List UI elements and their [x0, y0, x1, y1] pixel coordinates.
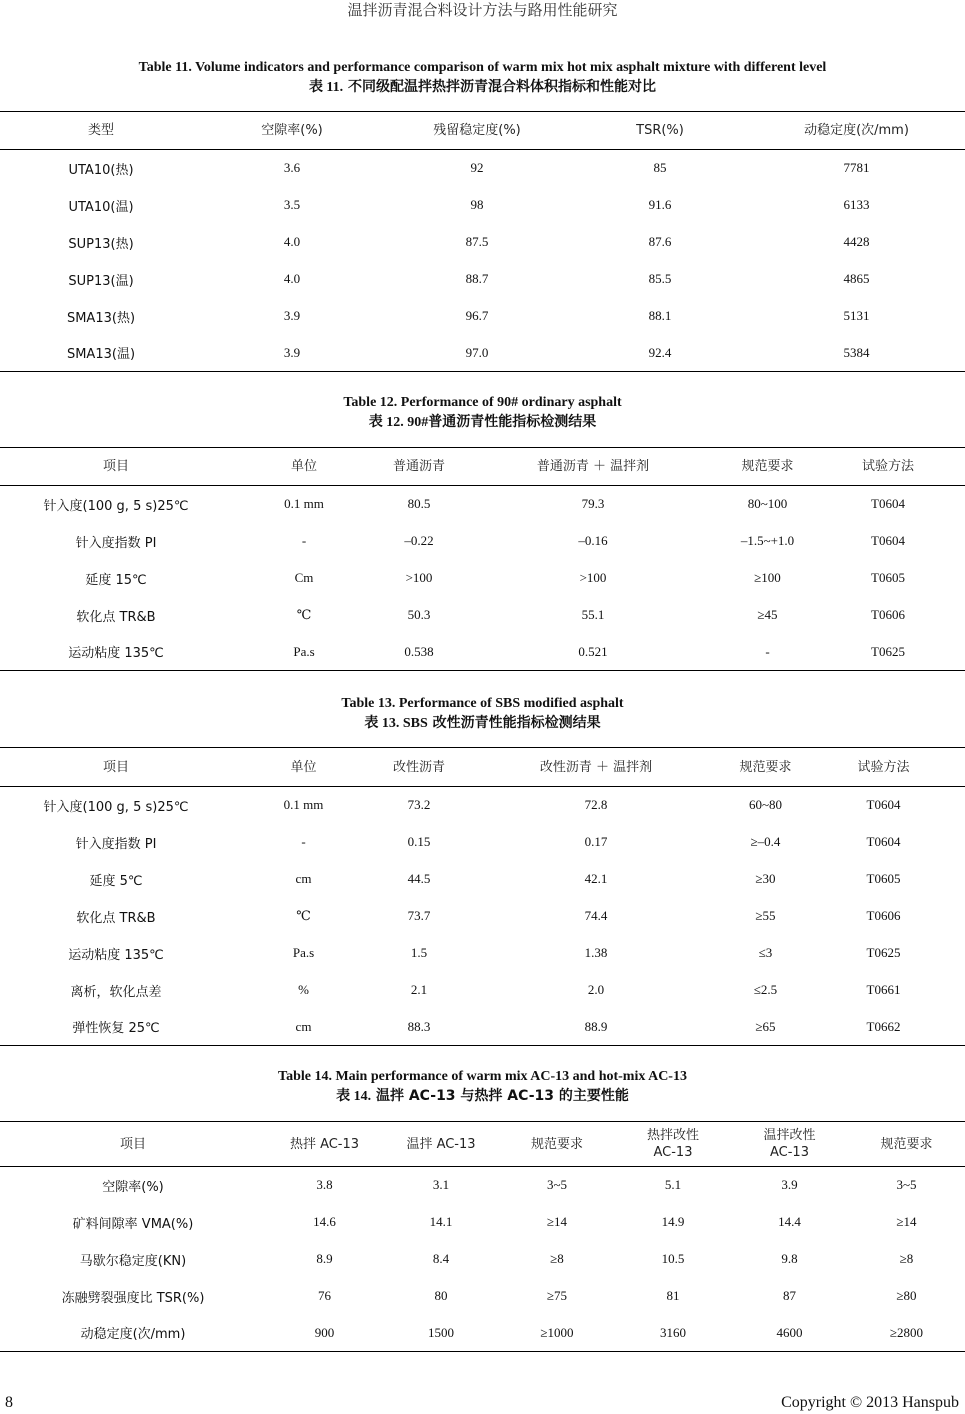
table-row: [0, 597, 965, 634]
table-cell: 80~100: [747, 496, 788, 512]
table-cell: 79.3: [581, 496, 605, 512]
table-cell: 73.7: [407, 908, 431, 923]
table-cell: 10.5: [661, 1251, 685, 1266]
table-row: [0, 1167, 965, 1204]
table-cell: 55.1: [581, 607, 605, 622]
table-cell: 3.9: [781, 1177, 798, 1193]
table-cell: ≥75: [546, 1288, 568, 1303]
table-cell: cm: [295, 871, 312, 886]
table-cell: 98: [470, 197, 484, 212]
row-label-cell: 针入度(100 g, 5 s)25℃: [43, 799, 189, 815]
running-header: 温拌沥青混合料设计方法与路用性能研究: [347, 1, 618, 19]
table-cell: >100: [579, 570, 607, 585]
table-row: [0, 1009, 965, 1046]
table-cell: ≥45: [757, 607, 778, 622]
table-row: [0, 1204, 965, 1241]
table-cell: ≥80: [896, 1288, 917, 1303]
row-label-cell: SUP13(热): [68, 236, 134, 252]
table-cell: 72.8: [584, 797, 608, 813]
table-row: [0, 150, 965, 187]
table-row: [0, 935, 965, 972]
table-cell: T0604: [866, 797, 901, 813]
table-header-row: [0, 448, 965, 486]
table-cell: 0.521: [462, 634, 724, 671]
row-label-cell: 软化点 TR&B: [76, 609, 156, 625]
table-cell: 85: [653, 160, 667, 176]
table-12: [0, 447, 965, 671]
row-label-cell: SUP13(温): [68, 273, 134, 289]
table-cell: T0625: [811, 634, 965, 671]
table-cell: T0606: [866, 908, 901, 923]
table-cell: T0605: [871, 570, 905, 585]
table-cell: 0.1 mm: [283, 797, 324, 813]
table-cell: T0661: [866, 982, 901, 997]
table-cell: 0.15: [407, 834, 431, 849]
column-header: 类型: [0, 112, 202, 150]
table-cell: -: [724, 634, 811, 671]
column-header: 改性沥青 ＋ 温拌剂: [463, 748, 729, 787]
column-header: 普通沥青 ＋ 温拌剂: [462, 448, 724, 486]
row-label-cell: 软化点 TR&B: [76, 910, 156, 926]
table-row: [0, 261, 965, 298]
table-cell: 5131: [843, 308, 870, 323]
table-cell: ≤3: [758, 945, 773, 960]
column-header: TSR(%): [572, 112, 748, 150]
caption-zh-text: 不同级配温拌热拌沥青混合料体积指标和性能对比: [348, 79, 657, 95]
table-cell: 8.4: [432, 1251, 450, 1266]
row-label-cell: 离析，软化点差: [70, 984, 162, 1000]
table-cell: 9.8: [781, 1251, 798, 1266]
caption-zh: [0, 412, 965, 433]
table-cell: >100: [405, 570, 433, 585]
table-cell: 2.0: [587, 982, 605, 997]
column-header: 温拌 AC-13: [383, 1122, 499, 1167]
table-row: [0, 523, 965, 560]
row-label-cell: 延度 15℃: [85, 572, 147, 588]
column-header: 单位: [232, 748, 375, 787]
table-cell: 85.5: [648, 271, 672, 286]
table-cell: ≥14: [896, 1214, 917, 1229]
table-11: [0, 111, 965, 372]
table-row: [0, 187, 965, 224]
column-header: 改性沥青: [375, 748, 463, 787]
table-cell: 73.2: [407, 797, 431, 813]
table-cell: 14.4: [778, 1214, 801, 1229]
table-cell: 87.6: [648, 234, 672, 249]
table-cell: 0.17: [584, 834, 608, 849]
table-cell: ℃: [296, 908, 311, 923]
table-header-row: [0, 1122, 965, 1167]
table-cell: cm: [232, 1009, 375, 1046]
table-cell: 92.4: [572, 335, 748, 372]
table-row: [0, 335, 965, 372]
table-cell: ≥55: [755, 908, 776, 923]
row-label-cell: 空隙率(%): [102, 1179, 164, 1195]
row-label-cell: SMA13(热): [66, 310, 136, 326]
table-cell: T0606: [871, 607, 905, 622]
table-cell: 4428: [843, 234, 870, 249]
table-cell: 1.38: [584, 945, 608, 960]
table-cell: ≥2800: [848, 1315, 965, 1352]
table-cell: ≥8: [550, 1251, 564, 1266]
table-cell: ≥30: [755, 871, 776, 886]
column-header: 试验方法: [811, 448, 965, 486]
table-cell: -: [301, 533, 307, 548]
caption-zh-text: 普通沥青性能指标检测结果: [428, 414, 597, 430]
table-cell: 3.9: [202, 335, 382, 372]
row-label-cell: 冻融劈裂强度比 TSR(%): [61, 1290, 205, 1306]
table-cell: ≤2.5: [753, 982, 778, 997]
column-header: 温拌改性 AC-13: [731, 1122, 848, 1167]
table-cell: Cm: [294, 570, 314, 585]
column-header: 规范要求: [848, 1122, 965, 1167]
table-row: [0, 861, 965, 898]
row-label-cell: 针入度(100 g, 5 s)25℃: [43, 498, 189, 514]
caption-zh: [0, 713, 965, 734]
column-header: 普通沥青: [376, 448, 462, 486]
table-cell: –1.5~+1.0: [740, 533, 795, 548]
row-label-cell: 运动粘度 135℃: [0, 634, 232, 671]
caption-en: Table 11. Volume indicators and performance comparison of warm mix hot mix asphalt mixture with different level: [138, 60, 827, 75]
table-row: [0, 224, 965, 261]
table-cell: 88.1: [648, 308, 672, 323]
column-header: 规范要求: [724, 448, 811, 486]
table-cell: 3160: [615, 1315, 731, 1352]
column-header: 项目: [0, 748, 232, 787]
table-cell: Pa.s: [232, 634, 376, 671]
table-13: [0, 747, 965, 1046]
table-row: [0, 787, 965, 824]
table-cell: T0605: [866, 871, 901, 886]
table-11-caption: [0, 59, 965, 98]
table-row: [0, 1241, 965, 1278]
column-header: 热拌 AC-13: [266, 1122, 383, 1167]
page-number: 8: [5, 1394, 13, 1411]
table-cell: 42.1: [584, 871, 608, 886]
table-cell: T0604: [871, 496, 905, 512]
table-cell: 3.6: [283, 160, 301, 176]
column-header: 单位: [232, 448, 376, 486]
row-label-cell: 动稳定度(次/mm): [0, 1315, 266, 1352]
table-cell: ≥14: [546, 1214, 568, 1229]
table-cell: 87: [783, 1288, 796, 1303]
table-header-row: [0, 112, 965, 150]
table-cell: 88.7: [465, 271, 489, 286]
table-cell: 4600: [731, 1315, 848, 1352]
table-cell: 4.0: [283, 234, 301, 249]
table-row: [0, 1315, 965, 1352]
column-header: 规范要求: [729, 748, 802, 787]
table-cell: 8.9: [316, 1251, 333, 1266]
caption-zh: [0, 1086, 965, 1107]
caption-zh-number: 表 12. 90#: [368, 415, 429, 430]
table-cell: 76: [318, 1288, 331, 1303]
table-cell: T0604: [866, 834, 901, 849]
table-cell: ℃: [296, 607, 312, 622]
table-cell: 3.9: [283, 308, 301, 323]
table-cell: T0662: [802, 1009, 965, 1046]
table-row: [0, 298, 965, 335]
table-cell: ≥100: [754, 570, 781, 585]
table-cell: ≥8: [899, 1251, 914, 1266]
table-cell: 14.1: [429, 1214, 453, 1229]
table-row: [0, 972, 965, 1009]
table-row: [0, 824, 965, 861]
table-row: [0, 560, 965, 597]
row-label-cell: SMA13(温): [0, 335, 202, 372]
row-label-cell: 运动粘度 135℃: [68, 947, 164, 963]
caption-en: Table 14. Main performance of warm mix AC-13 and hot-mix AC-13: [278, 1069, 687, 1084]
table-cell: –0.22: [404, 533, 434, 548]
table-cell: –0.16: [578, 533, 608, 548]
table-header-row: [0, 748, 965, 787]
caption-zh: [0, 77, 965, 98]
table-cell: 81: [666, 1288, 680, 1303]
row-label-cell: 矿料间隙率 VMA(%): [72, 1216, 194, 1232]
table-cell: Pa.s: [292, 945, 315, 960]
table-cell: %: [298, 982, 309, 997]
table-cell: 3.8: [316, 1177, 333, 1193]
table-cell: 88.9: [463, 1009, 729, 1046]
table-cell: 14.6: [313, 1214, 336, 1229]
table-cell: 97.0: [382, 335, 572, 372]
table-cell: 88.3: [375, 1009, 463, 1046]
table-cell: 3~5: [546, 1177, 568, 1193]
table-cell: 92: [470, 160, 484, 176]
table-row: [0, 898, 965, 935]
caption-zh-number: 表 11.: [308, 80, 344, 95]
table-cell: 900: [266, 1315, 383, 1352]
table-cell: 14.9: [661, 1214, 685, 1229]
caption-en: Table 13. Performance of SBS modified asphalt: [341, 696, 624, 711]
column-header: 动稳定度(次/mm): [748, 112, 965, 150]
table-cell: 1.5: [410, 945, 428, 960]
table-cell: ≥1000: [499, 1315, 615, 1352]
column-header: 空隙率(%): [202, 112, 382, 150]
row-label-cell: 针入度指数 PI: [75, 535, 157, 551]
table-cell: -: [301, 834, 306, 849]
row-label-cell: 马歇尔稳定度(KN): [79, 1253, 187, 1269]
table-cell: 87.5: [465, 234, 489, 249]
table-cell: 3~5: [896, 1177, 917, 1193]
table-cell: 74.4: [584, 908, 608, 923]
table-cell: 7781: [843, 160, 870, 176]
row-label-cell: 延度 5℃: [89, 873, 143, 889]
table-cell: T0625: [866, 945, 901, 960]
caption-zh-text: 改性沥青性能指标检测结果: [432, 715, 601, 731]
table-12-caption: [0, 394, 965, 433]
table-cell: T0604: [871, 533, 905, 548]
table-cell: 0.1 mm: [284, 496, 324, 512]
table-cell: 4865: [843, 271, 870, 286]
column-header: 项目: [0, 1122, 266, 1167]
table-row: [0, 634, 965, 671]
row-label-cell: UTA10(热): [68, 162, 134, 178]
table-cell: 3.5: [283, 197, 301, 212]
table-cell: 5.1: [664, 1177, 682, 1193]
table-cell: ≥–0.4: [750, 834, 781, 849]
table-cell: 4.0: [283, 271, 301, 286]
table-cell: ≥65: [729, 1009, 802, 1046]
table-cell: 3.1: [432, 1177, 450, 1193]
table-row: [0, 486, 965, 523]
table-13-caption: [0, 695, 965, 734]
table-cell: 1500: [383, 1315, 499, 1352]
table-14: [0, 1121, 965, 1352]
table-cell: 80: [434, 1288, 448, 1303]
caption-zh-number: 表 14.: [336, 1089, 372, 1104]
column-header: 热拌改性 AC-13: [615, 1122, 731, 1167]
table-cell: 50.3: [407, 607, 431, 622]
caption-zh-number: 表 13. SBS: [364, 716, 428, 731]
table-cell: 6133: [843, 197, 870, 212]
table-cell: 44.5: [407, 871, 431, 886]
table-cell: 60~80: [748, 797, 783, 813]
table-cell: 0.538: [376, 634, 462, 671]
row-label-cell: 针入度指数 PI: [75, 836, 157, 852]
row-label-cell: 弹性恢复 25℃: [0, 1009, 232, 1046]
table-row: [0, 1278, 965, 1315]
column-header: 残留稳定度(%): [382, 112, 572, 150]
caption-zh-text: 温拌 AC-13 与热拌 AC-13 的主要性能: [375, 1088, 629, 1104]
column-header: 试验方法: [802, 748, 965, 787]
column-header: 规范要求: [499, 1122, 615, 1167]
table-cell: 80.5: [407, 496, 431, 512]
caption-en: Table 12. Performance of 90# ordinary asphalt: [343, 395, 622, 410]
table-cell: 91.6: [648, 197, 672, 212]
table-cell: 2.1: [410, 982, 428, 997]
table-14-caption: [0, 1068, 965, 1107]
copyright-notice: Copyright © 2013 Hanspub: [781, 1394, 959, 1411]
table-cell: 96.7: [465, 308, 489, 323]
column-header: 项目: [0, 448, 232, 486]
table-cell: 5384: [748, 335, 965, 372]
row-label-cell: UTA10(温): [68, 199, 134, 215]
